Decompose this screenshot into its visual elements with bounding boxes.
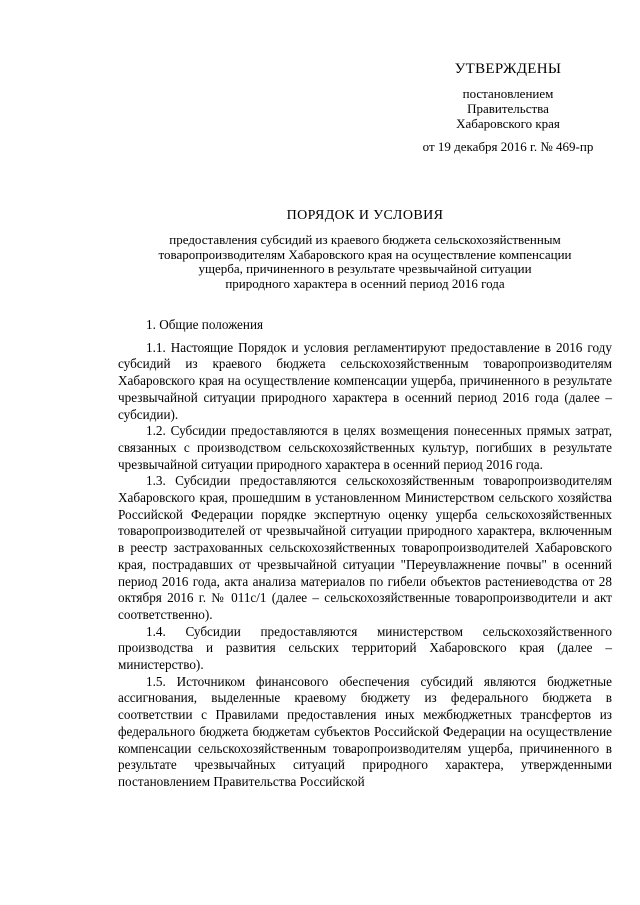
- paragraph-1-4: 1.4. Субсидии предоставляются министерством сельскохозяйственного производства и развития сельских территорий Хабаровского края (далее – министерство).: [118, 623, 612, 673]
- approval-stamp-block: [393, 60, 623, 154]
- approval-line-1: постановлением: [462, 86, 554, 101]
- approval-line-4: от 19 декабря 2016 г. № 469-пр: [422, 139, 594, 154]
- approval-line-3: Хабаровского края: [456, 116, 560, 131]
- approval-heading: УТВЕРЖДЕНЫ: [454, 61, 562, 77]
- paragraph-1-2: 1.2. Субсидии предоставляются в целях возмещения понесенных прямых затрат, связанных с производством сельскохозяйственных культур, погибших в результате чрезвычайной ситуации природного характера в осенний период 2016 года.: [118, 423, 612, 472]
- approval-line-2: Правительства: [467, 101, 549, 116]
- subtitle-line: природного характера в осенний период 2016 года: [225, 275, 505, 291]
- document-body: [118, 317, 612, 791]
- subtitle-line: ущерба, причиненного в результате чрезвычайной ситуации: [198, 261, 532, 277]
- document-subtitle: [118, 233, 612, 291]
- paragraph-1-5: 1.5. Источником финансового обеспечения субсидий являются бюджетные ассигнования, выделенные краевому бюджету из федерального бюджета в соответствии с Правилами предоставления иных межбюджетных трансфертов из федерального бюджета бюджетам субъектов Российской Федерации на осуществление компенсации сельскохозяйственным товаропроизводителям ущерба, причиненного в результате чрезвычайных ситуаций природного характера, утвержденными постановлением Правительства Российской: [118, 673, 612, 789]
- document-title-block: [118, 207, 612, 291]
- paragraph-1-3: 1.3. Субсидии предоставляются сельскохозяйственным товаропроизводителям Хабаровского края, прошедшим в установленном Министерством сельского хозяйства Российской Федерации порядке экспертную оценку ущерба сельскохозяйственных товаропроизводителей от чрезвычайной ситуации природного характера, включенным в реестр застрахованных сельскохозяйственных товаропроизводителей Хабаровского края, пострадавших от чрезвычайной ситуации "Переувлажнение почвы" в осенний период 2016 года, акта анализа материалов по гибели объектов растениеводства от 28 октября 2016 г. № 011с/1 (далее – сельскохозяйственные товаропроизводители и акт соответственно).: [118, 473, 612, 622]
- document-title: ПОРЯДОК И УСЛОВИЯ: [286, 208, 444, 223]
- section-heading: 1. Общие положения: [146, 317, 264, 332]
- paragraph-1-1: 1.1. Настоящие Порядок и условия регламентируют предоставление в 2016 году субсидий из краевого бюджета сельскохозяйственным товаропроизводителям Хабаровского края на осуществление компенсации ущерба, причиненного в результате чрезвычайной ситуации природного характера в осенний период 2016 года (далее – субсидии).: [118, 339, 612, 422]
- subtitle-line: товаропроизводителям Хабаровского края на осуществление компенсации: [158, 246, 572, 262]
- subtitle-line: предоставления субсидий из краевого бюджета сельскохозяйственным: [169, 232, 561, 247]
